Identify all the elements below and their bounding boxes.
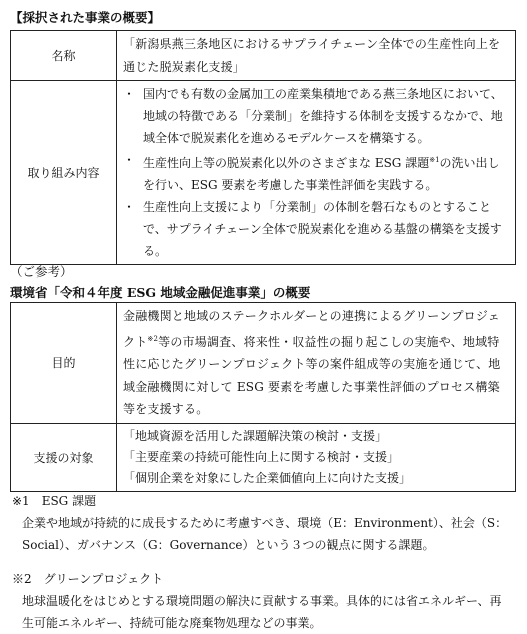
section2-heading: 環境省「令和４年度 ESG 地域金融促進事業」の概要	[10, 285, 311, 300]
content-cell	[117, 81, 516, 265]
purpose-text-part: 金融機関と地域のステークホルダーとの連携によるグリーンプロジェクト	[123, 309, 501, 349]
reference-label: （ご参考）	[10, 264, 73, 279]
name-label-cell	[11, 31, 117, 81]
bullet-mark: ・	[123, 153, 136, 167]
bullet-item	[123, 196, 509, 262]
bullet-text-part: の洗い出しを行い、ESG 要素を考慮した事業性評価を実践する。	[143, 156, 500, 192]
bullet-text: 生産性向上支援により「分業制」の体制を磐石なものとすることで、サプライチェーン全体で脱炭素化を進める基盤の構築を支援する。	[143, 200, 502, 258]
purpose-row	[11, 303, 516, 424]
footnote-ref-1: ※1	[429, 156, 440, 164]
bullet-item	[123, 149, 509, 196]
program-overview-table	[10, 302, 516, 492]
content-label: 取り組み内容	[27, 166, 100, 180]
support-label: 支援の対象	[33, 450, 94, 465]
content-label-cell	[11, 81, 117, 265]
footnote-2-title: ※2 グリーンプロジェクト	[12, 572, 164, 586]
support-item: 「主要産業の持続可能性向上に関する検討・支援」	[123, 449, 400, 464]
purpose-label-cell	[11, 303, 117, 424]
project-summary-table	[10, 30, 516, 265]
purpose-text	[123, 305, 509, 421]
purpose-label: 目的	[51, 356, 76, 371]
purpose-cell	[117, 303, 516, 424]
support-item: 「地域資源を活用した課題解決策の検討・支援」	[123, 428, 388, 443]
name-value: 「新潟県燕三条地区におけるサプライチェーン全体での生産性向上を通じた脱炭素化支援」	[123, 37, 501, 74]
support-cell	[117, 423, 516, 491]
footnote-1-title: ※1 ESG 課題	[12, 494, 97, 508]
name-value-cell	[117, 31, 516, 81]
bullet-mark: ・	[123, 87, 136, 101]
footnote-1-body: 企業や地域が持続的に成長するために考慮すべき、環境（E：Environment）、社会（S：Social）、ガバナンス（G：Governance）という３つの観点に関する課題。	[22, 516, 508, 552]
purpose-text-part: 等の市場調査、将来性・収益性の掘り起こしの実施や、地域特性に応じたグリーンプロジェクト等の案件組成等の実施を通じて、地域金融機関に対して ESG 要素を考慮した事業性評価のプロセス構築等を支援する。	[123, 334, 501, 416]
footnote-ref-2: ※2	[147, 334, 159, 343]
bullet-mark: ・	[123, 200, 136, 214]
name-label: 名称	[51, 49, 76, 63]
bullet-text	[143, 149, 509, 196]
footnote-2-body: 地球温暖化をはじめとする環境問題の解決に貢献する事業。具体的には省エネルギー、再生可能エネルギー、持続可能な廃棄物処理などの事業。	[22, 594, 502, 630]
section1-heading: 【採択された事業の概要】	[10, 10, 161, 25]
support-label-cell	[11, 423, 117, 491]
bullet-text: 国内でも有数の金属加工の産業集積地である燕三条地区において、地域の特徴である「分業制」を維持する体制を支援するなかで、地域全体で脱炭素化を進めるモデルケースを構築する。	[143, 87, 503, 145]
bullet-item	[123, 83, 509, 149]
support-item: 「個別企業を対象にした企業価値向上に向けた支援」	[123, 470, 412, 485]
name-row	[11, 31, 516, 81]
bullet-text-part: 生産性向上等の脱炭素化以外のさまざまな ESG 課題	[143, 156, 430, 170]
content-row	[11, 81, 516, 265]
support-row	[11, 423, 516, 491]
